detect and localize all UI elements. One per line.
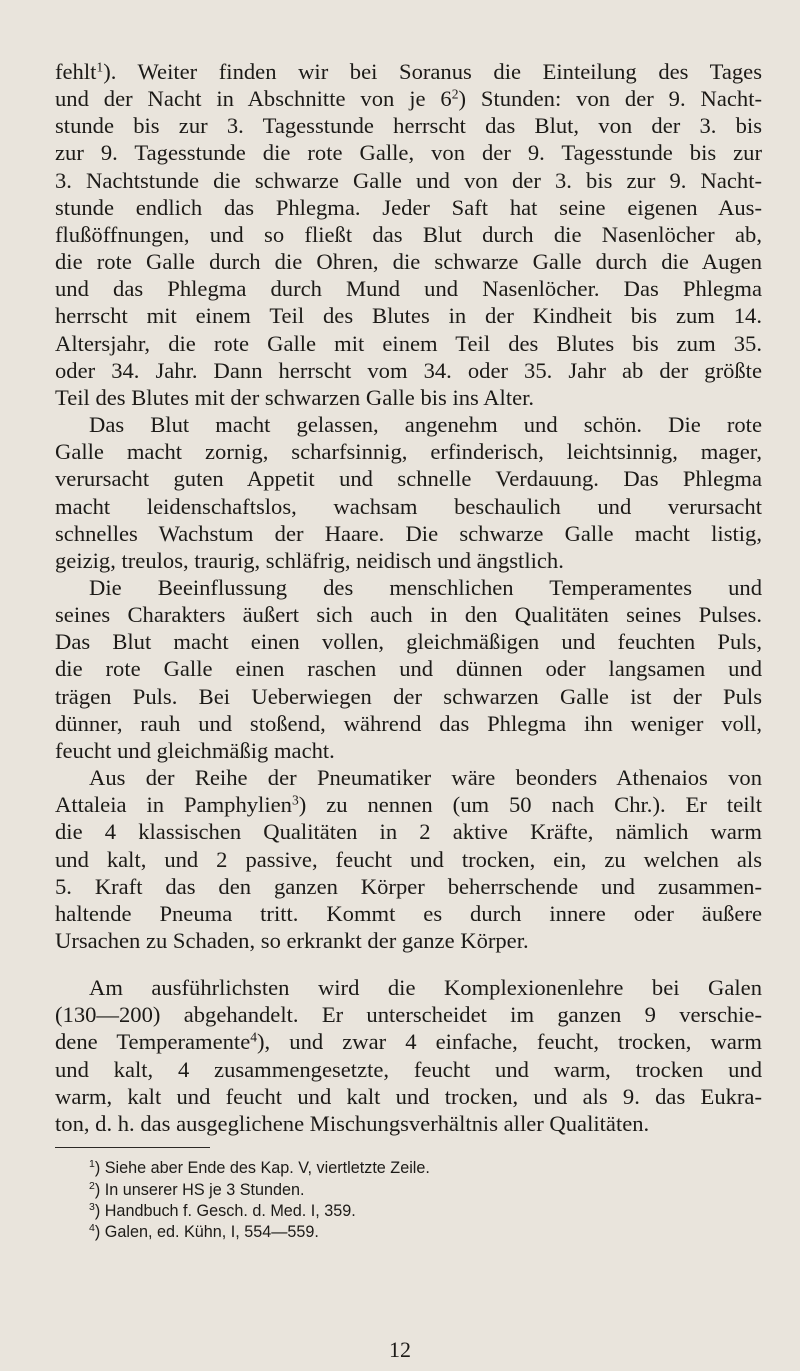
text-line: trägen Puls. Bei Ueberwiegen der schwarzen Galle ist der Puls: [55, 683, 762, 709]
text-line: 5. Kraft das den ganzen Körper beherrschende und zusammen-: [55, 873, 762, 899]
footnote-ref: 3: [291, 792, 299, 808]
text-line: (130—200) abgehandelt. Er unterscheidet im ganzen 9 verschie-: [55, 1002, 762, 1028]
text-line: zur 9. Tagesstunde die rote Galle, von der 9. Tagesstunde bis zur: [55, 140, 762, 166]
text-line: flußöffnungen, und so fließt das Blut durch die Nasenlöcher ab,: [55, 221, 762, 247]
text-line: 3. Nachtstunde die schwarze Galle und von der 3. bis zur 9. Nacht-: [55, 167, 762, 193]
text-line: feucht und gleichmäßig macht.: [55, 737, 335, 763]
paragraph: [55, 58, 762, 411]
page-body: [55, 58, 762, 1244]
text-line: Teil des Blutes mit der schwarzen Galle bis ins Alter.: [55, 384, 535, 410]
main-text: [55, 58, 762, 1137]
footnote-ref: 4: [250, 1030, 258, 1046]
footnote-mark: 3: [89, 1201, 95, 1214]
text-line: warm, kalt und feucht und kalt und trocken, und als 9. das Eukra-: [55, 1083, 762, 1109]
text-line: und kalt, und 2 passive, feucht und trocken, ein, zu welchen als: [55, 846, 762, 872]
text-line: stunde bis zur 3. Tagesstunde herrscht das Blut, von der 3. bis: [55, 113, 762, 139]
paragraph: [55, 574, 762, 764]
footnote-ref: 1: [96, 59, 104, 75]
paragraph: [55, 764, 762, 954]
text-line: Ursachen zu Schaden, so erkrankt der ganze Körper.: [55, 928, 529, 953]
page-number: 12: [389, 1337, 411, 1362]
footnotes: [55, 1158, 762, 1244]
footnote-separator: [55, 1147, 210, 1148]
footnote-text: ) Galen, ed. Kühn, I, 554—559.: [94, 1223, 319, 1242]
footnote-text: ) Handbuch f. Gesch. d. Med. I, 359.: [94, 1201, 356, 1220]
text-line: stunde endlich das Phlegma. Jeder Saft hat seine eigenen Aus-: [55, 194, 762, 220]
text-line: Die Beeinflussung des menschlichen Temperamentes und: [89, 574, 762, 600]
text-line: Das Blut macht gelassen, angenehm und schön. Die rote: [89, 412, 762, 438]
text-line: Attaleia in Pamphylien$^3$) zu nennen (um 50 nach Chr.). Er teilt: [55, 792, 762, 818]
footnote: [55, 1158, 762, 1179]
text-line: Am ausführlichsten wird die Komplexionenlehre bei Galen: [89, 975, 762, 1001]
footnote-text: ) Siehe aber Ende des Kap. V, viertletzte Zeile.: [94, 1159, 430, 1178]
text-line: geizig, treulos, traurig, schläfrig, neidisch und ängstlich.: [55, 547, 564, 573]
footnote: [55, 1201, 762, 1222]
text-line: und das Phlegma durch Mund und Nasenlöcher. Das Phlegma: [55, 276, 762, 302]
paragraph: [55, 411, 762, 574]
text-line: Galle macht zornig, scharfsinnig, erfinderisch, leichtsinnig, mager,: [55, 439, 762, 465]
text-line: dene Temperamente$^4$), und zwar 4 einfache, feucht, trocken, warm: [55, 1029, 762, 1055]
footnote: [55, 1222, 762, 1243]
text-line: die rote Galle durch die Ohren, die schwarze Galle durch die Augen: [55, 249, 762, 275]
paragraph-gap: [55, 954, 762, 974]
text-line: seines Charakters äußert sich auch in den Qualitäten seines Pulses.: [55, 602, 762, 628]
text-line: fehlt$^1$). Weiter finden wir bei Soranus die Einteilung des Tages: [55, 59, 762, 84]
text-line: Aus der Reihe der Pneumatiker wäre beonders Athenaios von: [89, 765, 762, 791]
footnote-mark: 2: [89, 1179, 95, 1192]
footnote-mark: 1: [89, 1158, 95, 1171]
text-line: macht leidenschaftslos, wachsam beschaulich und verursacht: [55, 493, 762, 519]
text-line: oder 34. Jahr. Dann herrscht vom 34. oder 35. Jahr ab der größte: [55, 357, 762, 383]
text-line: und der Nacht in Abschnitte von je $6^2$) Stunden: von der 9. Nacht-: [55, 86, 762, 112]
text-line: und kalt, 4 zusammengesetzte, feucht und warm, trocken und: [55, 1056, 762, 1082]
text-line: die rote Galle einen raschen und dünnen oder langsamen und: [55, 656, 762, 682]
text-line: herrscht mit einem Teil des Blutes in der Kindheit bis zum 14.: [55, 303, 762, 329]
text-line: verursacht guten Appetit und schnelle Verdauung. Das Phlegma: [55, 466, 762, 492]
text-line: Das Blut macht einen vollen, gleichmäßigen und feuchten Puls,: [55, 629, 762, 655]
text-line: Altersjahr, die rote Galle mit einem Teil des Blutes bis zum 35.: [55, 330, 762, 356]
text-line: ton, d. h. das ausgeglichene Mischungsverhältnis aller Qualitäten.: [55, 1110, 650, 1136]
footnote-ref: 2: [451, 86, 459, 102]
footnote: [55, 1180, 762, 1201]
text-line: haltende Pneuma tritt. Kommt es durch innere oder äußere: [55, 900, 762, 926]
footnote-text: ) In unserer HS je 3 Stunden.: [94, 1180, 305, 1199]
paragraph: [55, 974, 762, 1137]
footnote-mark: 4: [89, 1222, 95, 1235]
text-line: die 4 klassischen Qualitäten in 2 aktive Kräfte, nämlich warm: [55, 819, 762, 845]
text-line: dünner, rauh und stoßend, während das Phlegma ihn weniger voll,: [55, 710, 762, 736]
text-line: schnelles Wachstum der Haare. Die schwarze Galle macht listig,: [55, 520, 762, 546]
